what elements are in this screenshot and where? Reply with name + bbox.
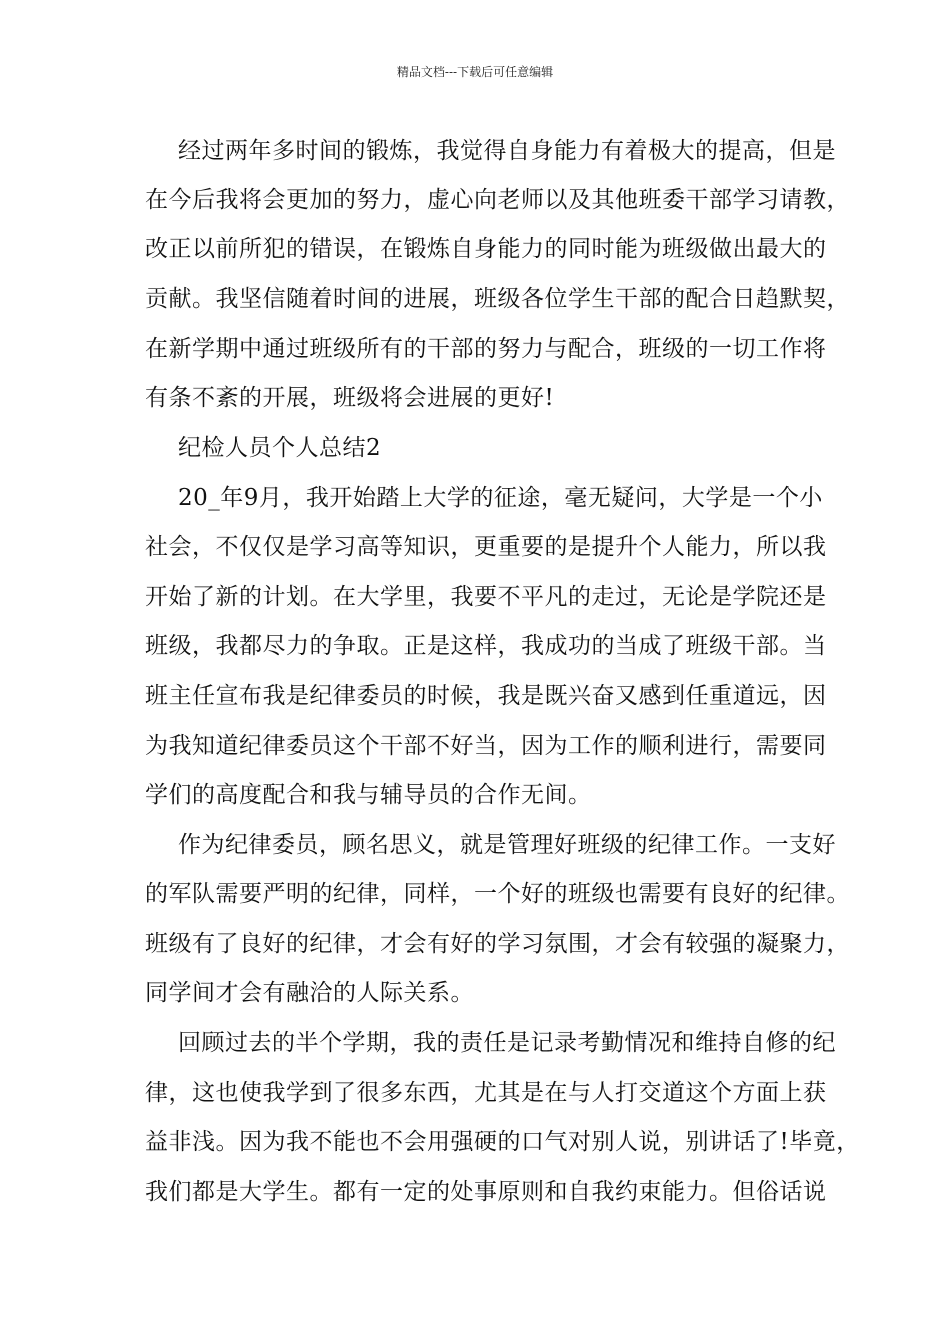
text-line: 律，这也使我学到了很多东西，尤其是在与人打交道这个方面上获 (145, 1080, 827, 1106)
text-line: 班级有了良好的纪律，才会有好的学习氛围，才会有较强的凝聚力， (145, 931, 850, 957)
text-line: 在新学期中通过班级所有的干部的努力与配合，班级的一切工作将 (145, 336, 827, 362)
text-line: 有条不紊的开展，班级将会进展的更好! (145, 385, 555, 411)
section-heading: 纪检人员个人总结2 (178, 435, 382, 461)
text-line: 的军队需要严明的纪律，同样，一个好的班级也需要有良好的纪律。 (145, 881, 850, 907)
text-line: 贡献。我坚信随着时间的进展，班级各位学生干部的配合日趋默契， (145, 286, 850, 312)
text-line: 改正以前所犯的错误，在锻炼自身能力的同时能为班级做出最大的 (145, 236, 827, 262)
text-line: 回顾过去的半个学期，我的责任是记录考勤情况和维持自修的纪 (178, 1030, 836, 1056)
text-line: 益非浅。因为我不能也不会用强硬的口气对别人说，别讲话了!毕竟， (145, 1129, 860, 1155)
text-line: 班主任宣布我是纪律委员的时候，我是既兴奋又感到任重道远，因 (145, 683, 827, 709)
page-header: 精品文档---下载后可任意编辑 (396, 65, 554, 79)
text-line: 班级，我都尽力的争取。正是这样，我成功的当成了班级干部。当 (145, 633, 827, 659)
text-line: 学们的高度配合和我与辅导员的合作无间。 (145, 782, 592, 808)
text-line: 为我知道纪律委员这个干部不好当，因为工作的顺利进行，需要同 (145, 733, 827, 759)
text-line: 我们都是大学生。都有一定的处事原则和自我约束能力。但俗话说 (145, 1179, 827, 1205)
text-line: 20_年9月，我开始踏上大学的征途，毫无疑问，大学是一个小 (178, 485, 823, 511)
text-line: 作为纪律委员，顾名思义，就是管理好班级的纪律工作。一支好 (178, 832, 836, 858)
text-line: 开始了新的计划。在大学里，我要不平凡的走过，无论是学院还是 (145, 584, 827, 610)
text-line: 社会，不仅仅是学习高等知识，更重要的是提升个人能力，所以我 (145, 534, 827, 560)
text-line: 在今后我将会更加的努力，虚心向老师以及其他班委干部学习请教， (145, 187, 850, 213)
text-line: 经过两年多时间的锻炼，我觉得自身能力有着极大的提高，但是 (178, 138, 836, 164)
text-line: 同学间才会有融洽的人际关系。 (145, 980, 474, 1006)
